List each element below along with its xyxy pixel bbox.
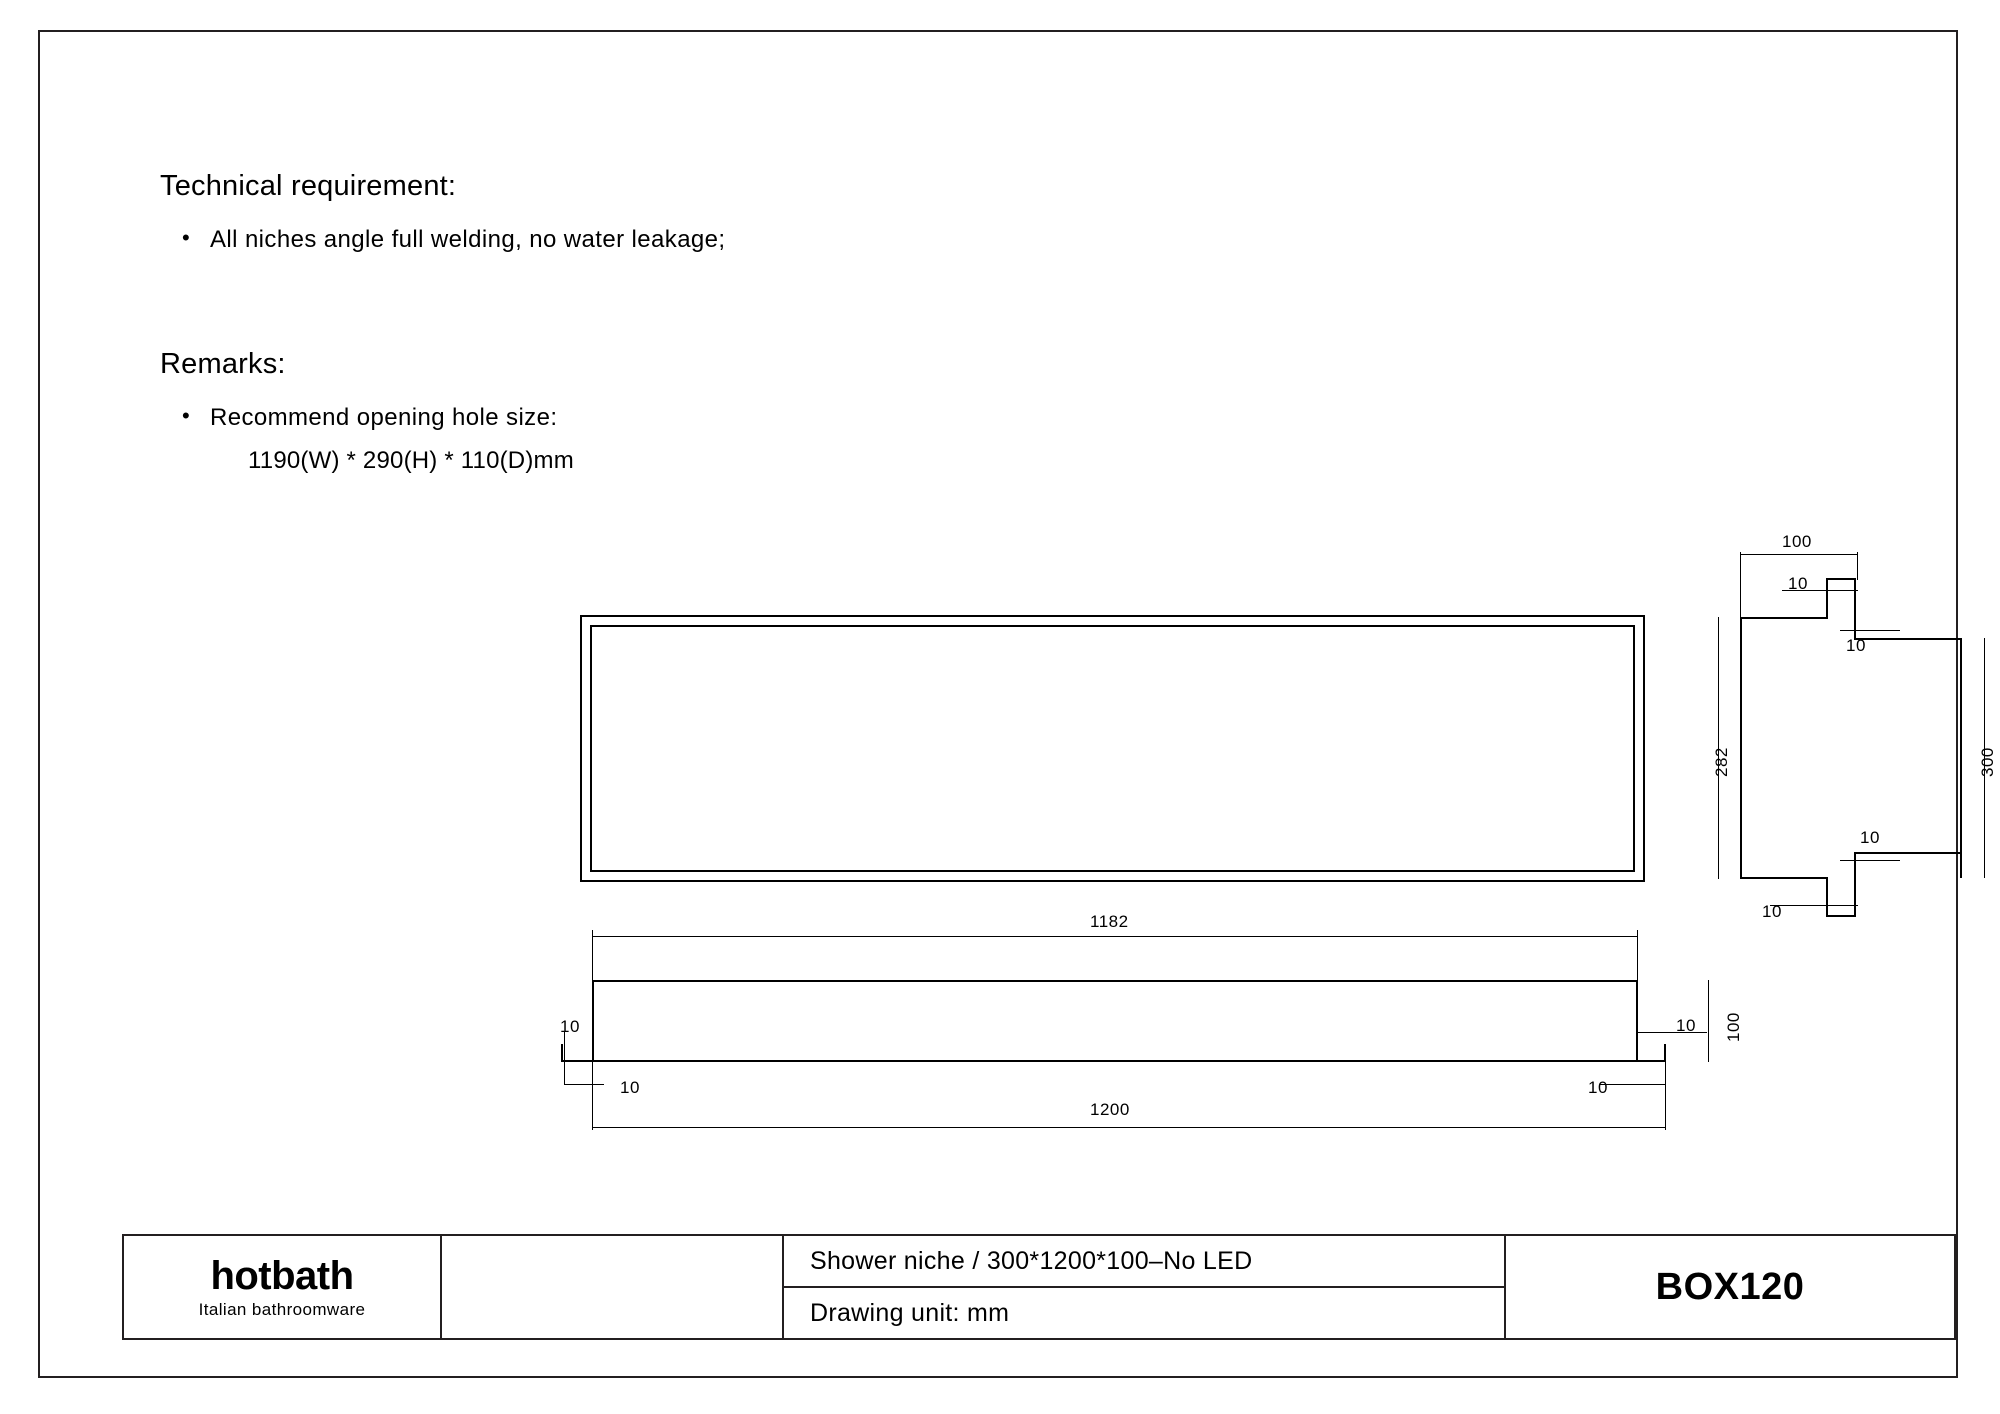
title-block <box>122 1234 1956 1340</box>
dim-plan-100-line <box>1708 980 1709 1062</box>
front-view-inner-outline <box>590 625 1635 872</box>
dim-side-bottom10-text: 10 <box>1860 828 1880 847</box>
dim-side-100-text: 100 <box>1782 532 1812 551</box>
dim-side-bottom10b-text: 10 <box>1762 902 1782 921</box>
remarks-item-text: Recommend opening hole size: <box>210 404 558 431</box>
dim-300-text: 300 <box>1978 747 1997 777</box>
drawing-sheet-border <box>38 30 1997 1378</box>
product-description: Shower niche / 300*1200*100–No LED <box>784 1236 1504 1288</box>
dim-side-bottom10b-line <box>1770 905 1858 906</box>
dim-right-10-text: 10 <box>1676 1016 1696 1035</box>
dim-282-text: 282 <box>1712 747 1731 777</box>
side-bottom-flange-right <box>1854 852 1856 917</box>
side-bottom-edge-left <box>1740 877 1826 879</box>
technical-requirement-heading: Technical requirement: <box>160 170 457 202</box>
dim-1182-text: 1182 <box>1090 912 1129 931</box>
remarks-opening-size: 1190(W) * 290(H) * 110(D)mm <box>248 447 574 474</box>
dim-side-top10-text: 10 <box>1788 574 1808 593</box>
dim-1200-ext-left <box>592 1062 593 1130</box>
dim-right-10b-line <box>1600 1084 1666 1085</box>
plan-left-end <box>592 980 594 1062</box>
dim-1182-line <box>592 936 1638 937</box>
dim-1200-line <box>592 1127 1666 1128</box>
dim-side-bottom10-line <box>1840 860 1900 861</box>
plan-right-end <box>1636 980 1638 1062</box>
drawing-unit: Drawing unit: mm <box>810 1298 1010 1327</box>
side-bottom-flange-bottom <box>1826 915 1856 917</box>
dim-right-10b-text: 10 <box>1588 1078 1608 1097</box>
title-block-description <box>784 1236 1506 1338</box>
dim-1200-ext-right <box>1665 1062 1666 1130</box>
bullet-icon: • <box>182 403 191 428</box>
remarks-heading: Remarks: <box>160 348 286 380</box>
plan-body-bottom-edge <box>592 1060 1638 1062</box>
remarks-item <box>160 401 1060 435</box>
dim-side-100-ext-left <box>1740 552 1741 618</box>
technical-requirement-item-text: All niches angle full welding, no water leakage; <box>210 226 726 253</box>
side-bottom-edge-right <box>1854 852 1962 854</box>
title-block-empty-cell <box>442 1236 784 1338</box>
side-top-flange-top <box>1826 578 1856 580</box>
drawing-code: BOX120 <box>1655 1265 1805 1308</box>
brand-name: hotbath <box>210 1254 354 1298</box>
dim-left-10b-text: 10 <box>620 1078 640 1097</box>
side-top-edge-right <box>1854 638 1962 640</box>
dim-plan-100-text: 100 <box>1724 1012 1743 1042</box>
dim-1200-text: 1200 <box>1090 1100 1130 1119</box>
dim-right-10-line <box>1637 1032 1707 1033</box>
dim-1182-ext-right <box>1637 930 1638 982</box>
bullet-icon: • <box>182 225 191 250</box>
side-left-edge <box>1740 617 1742 879</box>
dim-left-10b-line <box>564 1084 604 1085</box>
dim-side-top10b-line <box>1840 630 1900 631</box>
plan-right-flange-bottom <box>1636 1060 1666 1062</box>
dim-side-100-ext-right <box>1857 552 1858 580</box>
technical-requirement-item <box>160 223 1060 257</box>
brand-logo <box>124 1236 442 1338</box>
dim-left-10-text: 10 <box>560 1017 580 1036</box>
notes-spacer <box>160 257 1060 345</box>
side-right-edge <box>1960 638 1962 878</box>
dim-side-100-line <box>1740 554 1858 555</box>
dim-left-10-line <box>564 1032 565 1084</box>
plan-left-flange-bottom <box>561 1060 595 1062</box>
plan-body-top-edge <box>592 980 1638 982</box>
side-bottom-flange-vertical <box>1826 877 1828 917</box>
brand-tagline: Italian bathroomware <box>198 1300 366 1319</box>
front-view-outline <box>580 615 1645 882</box>
side-top-flange-vertical <box>1826 578 1828 619</box>
side-top-edge-left <box>1740 617 1826 619</box>
dim-1182-ext-left <box>592 930 593 982</box>
dim-side-top10b-text: 10 <box>1846 636 1866 655</box>
notes-block <box>160 167 1060 479</box>
